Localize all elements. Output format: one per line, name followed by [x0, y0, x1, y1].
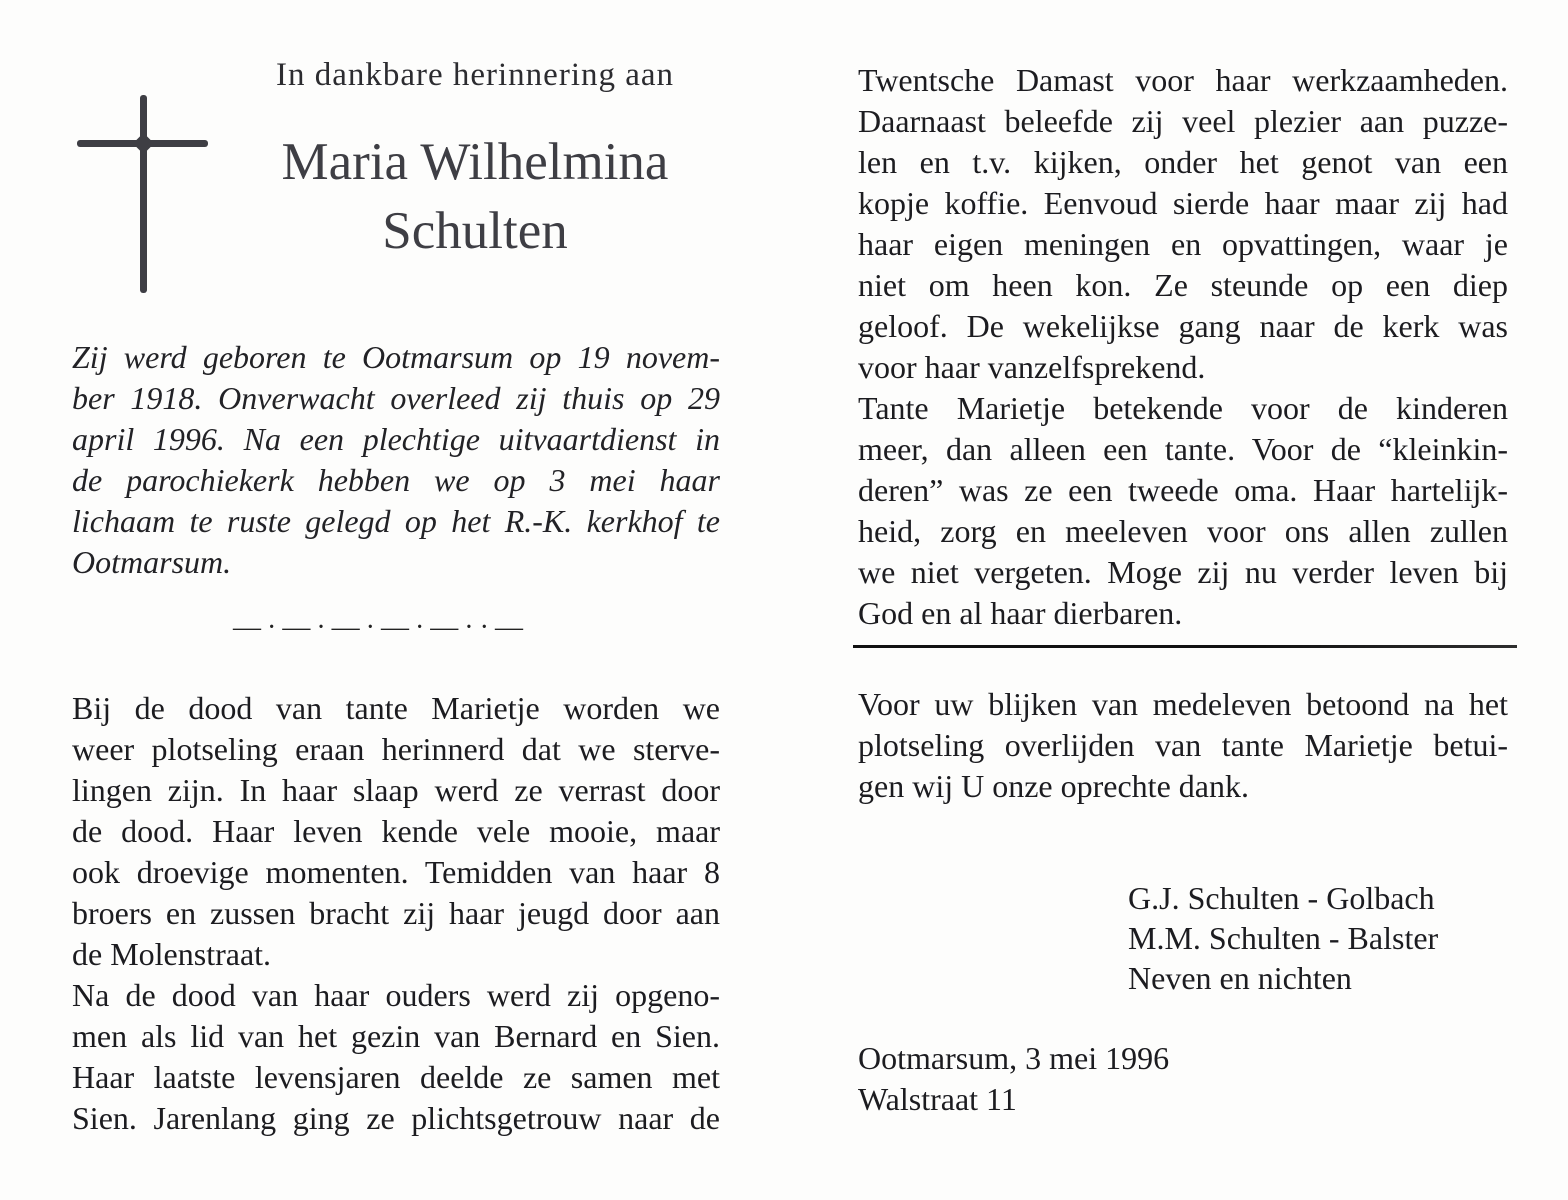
acknowledgement-paragraph: Voor uw blijken van medeleven betoond na het plotseling overlijden van tante Marietje betui- gen wij U onze oprechte dank.: [858, 686, 1508, 804]
left-body-text: [72, 688, 720, 1139]
horizontal-rule: [853, 645, 1517, 648]
memorial-paragraph-2: Na de dood van haar ouders werd zij opgeno- men als lid van het gezin van Bernard en Sien. Haar laatste levensjaren deelde ze samen met Sien. Jarenlang ging ze plichtsgetrouw naar de: [72, 977, 720, 1136]
intro-line: In dankbare herinnering aan: [275, 57, 675, 93]
life-summary-paragraph: Zij werd geboren te Ootmarsum op 19 novem- ber 1918. Onverwacht overleed zij thuis op 29 april 1996. Na een plechtige uitvaartdienst in de parochiekerk hebben we op 3 mei haar lichaam te ruste gelegd op het R.-K. kerkhof te Ootmarsum.: [72, 339, 720, 580]
right-body-text: [858, 60, 1508, 634]
deceased-name: [140, 128, 810, 266]
deceased-name-line-2: Schulten: [382, 202, 568, 260]
address-line: Walstraat 11: [858, 1081, 1017, 1117]
dash-dot-divider: —·—·—·—·—··—: [233, 612, 529, 643]
memorial-paragraph-4: Tante Marietje betekende voor de kinderen meer, dan alleen een tante. Voor de “kleinkin- deren” was ze een tweede oma. Haar hartelijk- heid, zorg en meeleven voor ons allen zullen we niet vergeten. Moge zij nu verder leven bij God en al haar dierbaren.: [858, 390, 1508, 631]
memorial-paragraph-1: Bij de dood van tante Marietje worden we weer plotseling eraan herinnerd dat we sterve- lingen zijn. In haar slaap werd ze verrast door de dood. Haar leven kende vele mooie, maar ook droevige momenten. Temidden van haar 8 broers en zussen bracht zij haar jeugd door aan de Molenstraat.: [72, 690, 720, 972]
deceased-name-line-1: Maria Wilhelmina: [281, 133, 669, 191]
place-and-date: Ootmarsum, 3 mei 1996: [858, 1040, 1170, 1076]
signatories-block: G.J. Schulten - Golbach M.M. Schulten - Balster Neven en nichten: [1128, 880, 1439, 996]
memorial-paragraph-3: Twentsche Damast voor haar werkzaamheden. Daarnaast beleefde zij veel plezier aan puzze- len en t.v. kijken, onder het genot van een kopje koffie. Eenvoud sierde haar maar zij had haar eigen meningen en opvattingen, waar je niet om heen kon. Ze steunde op een diep geloof. De wekelijkse gang naar de kerk was voor haar vanzelfsprekend.: [858, 62, 1508, 385]
